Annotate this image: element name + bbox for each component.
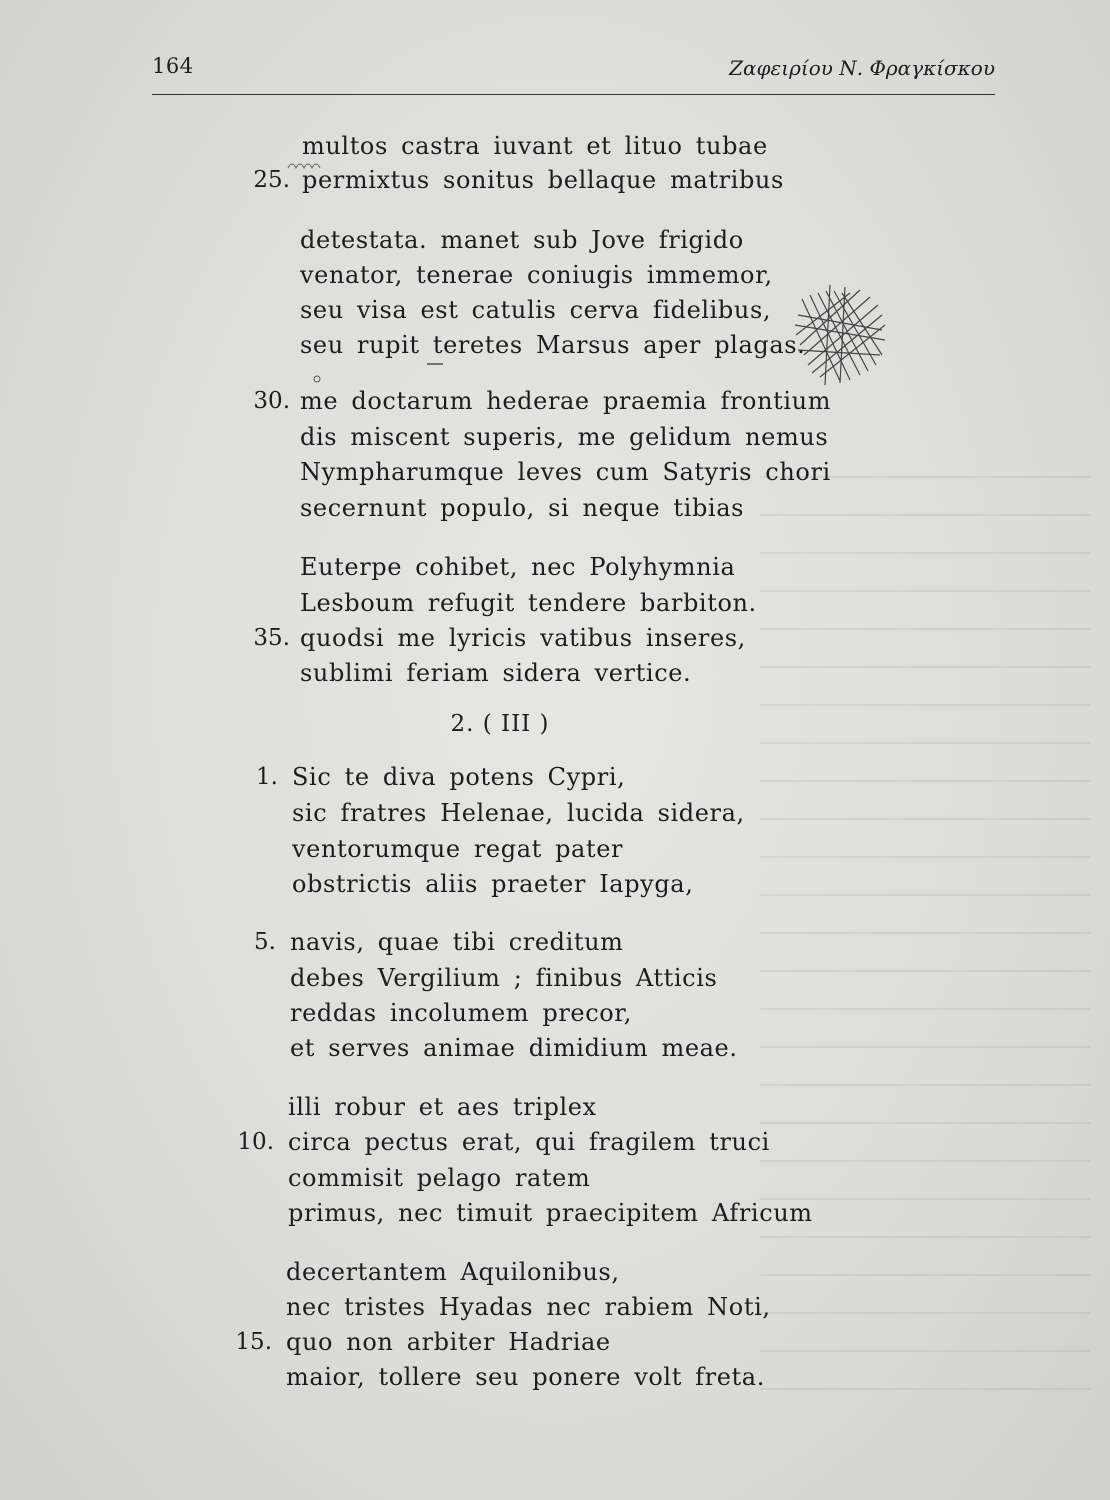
verse-line: primus, nec timuit praecipitem Africum (288, 1199, 813, 1227)
running-head (152, 54, 995, 88)
verse-line: circa pectus erat, qui fragilem truci (288, 1128, 770, 1156)
verse-line: Nympharumque leves cum Satyris chori (300, 458, 831, 486)
verse-line: sublimi feriam sidera vertice. (300, 659, 692, 687)
verse-line: ventorumque regat pater (292, 835, 624, 863)
verse-line: quodsi me lyricis vatibus inseres, (300, 624, 746, 652)
verse-line: maior, tollere seu ponere volt freta. (286, 1363, 765, 1391)
verse-line: nec tristes Hyadas nec rabiem Noti, (286, 1293, 771, 1321)
header-rule (152, 94, 995, 95)
verse-line: detestata. manet sub Jove frigido (300, 226, 744, 254)
line-number: 10. (237, 1129, 274, 1155)
verse-line: permixtus sonitus bellaque matribus (302, 166, 784, 194)
verse-line: seu visa est catulis cerva fidelibus, (300, 296, 772, 324)
line-number: 5. (254, 929, 276, 955)
line-number: 1. (256, 764, 278, 790)
line-number: 35. (253, 625, 290, 651)
verse-line: sic fratres Helenae, lucida sidera, (292, 799, 745, 827)
verse-line: quo non arbiter Hadriae (286, 1328, 611, 1356)
line-number: 25. (253, 167, 290, 193)
verse-line: decertantem Aquilonibus, (286, 1258, 620, 1286)
verse-line: multos castra iuvant et lituo tubae (302, 132, 768, 160)
verse-line: Lesboum refugit tendere barbiton. (300, 589, 757, 617)
verse-line: illi robur et aes triplex (288, 1093, 597, 1121)
verse-line: commisit pelago ratem (288, 1164, 591, 1192)
verse-line: debes Vergilium ; finibus Atticis (290, 964, 718, 992)
verse-line: Sic te diva potens Cypri, (292, 763, 626, 791)
verse-line: seu rupit teretes Marsus aper plagas. (300, 331, 806, 359)
line-number: 30. (253, 388, 290, 414)
pencil-mark (286, 158, 322, 172)
show-through-text (760, 440, 1090, 1440)
header-author: Ζαφειρίου Ν. Φραγκίσκου (729, 56, 995, 80)
line-number: 15. (235, 1329, 272, 1355)
verse-line: me doctarum hederae praemia frontium (300, 387, 832, 415)
pencil-scribble-mark (790, 285, 890, 385)
verse-line: Euterpe cohibet, nec Polyhymnia (300, 553, 736, 581)
verse-line: venator, tenerae coniugis immemor, (300, 261, 773, 289)
page-number: 164 (152, 54, 194, 78)
pencil-mark (310, 372, 324, 386)
verse-line: navis, quae tibi creditum (290, 928, 624, 956)
section-heading: 2. ( III ) (450, 711, 550, 737)
verse-line: reddas incolumem precor, (290, 999, 632, 1027)
verse-line: et serves animae dimidium meae. (290, 1034, 738, 1062)
verse-line: secernunt populo, si neque tibias (300, 494, 745, 522)
verse-line: obstrictis aliis praeter Iapyga, (292, 870, 694, 898)
pencil-mark (425, 360, 445, 368)
verse-line: dis miscent superis, me gelidum nemus (300, 423, 829, 451)
